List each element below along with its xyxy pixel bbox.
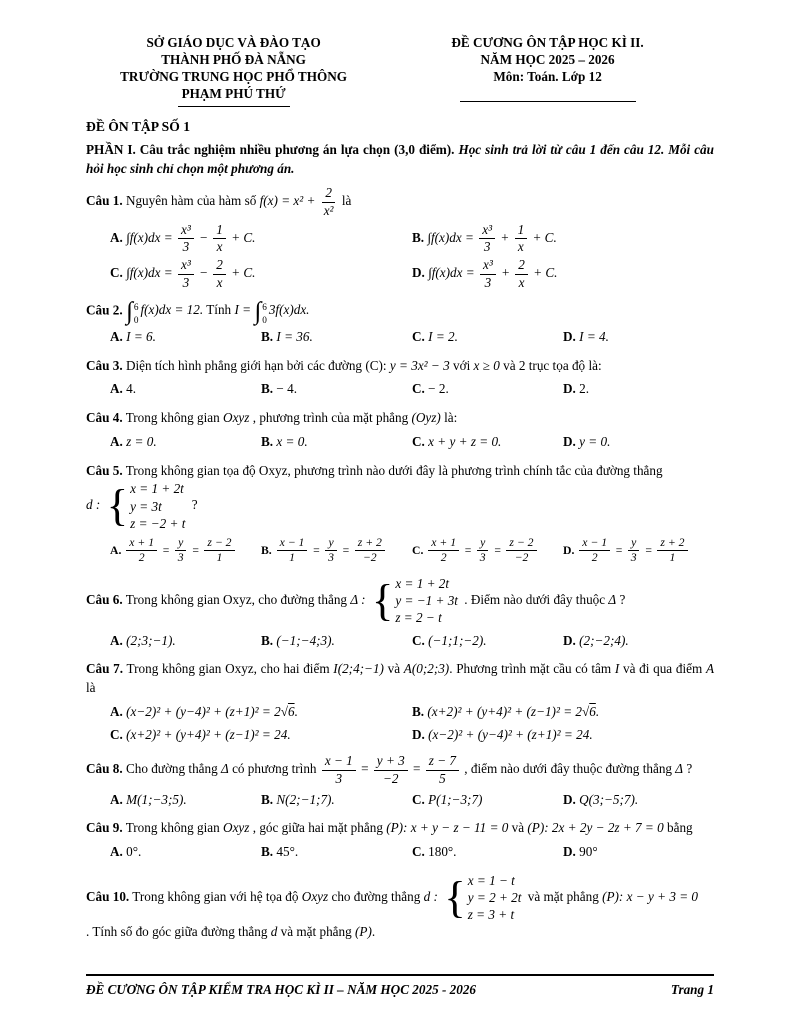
question-5-line-1 — [86, 462, 714, 481]
option-key: B. — [412, 229, 425, 245]
question-text: Nguyên hàm của hàm số f(x) = x² + $\frac{2}{\text{x²}}$ là — [125, 185, 352, 218]
option-text: Q(3;−5;7). — [579, 791, 639, 807]
option-text: 45°. — [276, 844, 299, 860]
option-key: D. — [563, 543, 575, 557]
exam-title: ĐỀ ÔN TẬP SỐ 1 — [86, 118, 190, 134]
header-right-line-3: Môn: Toán. Lớp 12 — [493, 69, 602, 85]
question-text: Trong không gian với hệ tọa độ Oxyz cho đường thẳng d : { x = 1 − t y = 2 + 2t z = 3 + t và mặt phẳng (P): x − y + 3 = 0 — [132, 871, 698, 923]
question-3 — [86, 357, 714, 401]
fraction: $\frac{x + 1}{2}$ — [126, 537, 157, 565]
options — [86, 378, 714, 401]
option-A — [110, 326, 261, 349]
option-text: 4. — [126, 381, 137, 397]
option-key: B. — [412, 703, 425, 719]
question-2 — [86, 297, 714, 349]
header-left-line-2: THÀNH PHỐ ĐÀ NẴNG — [161, 52, 306, 68]
question-label: Câu 2. — [86, 302, 123, 318]
options — [86, 431, 714, 454]
option-D — [563, 431, 714, 454]
option-key: A. — [110, 229, 123, 245]
question-10-line-1 — [86, 872, 714, 923]
option-text: (x−2)² + (y−4)² + (z+1)² = 24. — [428, 726, 593, 742]
option-key: A. — [110, 703, 123, 719]
option-text: I = 4. — [579, 328, 609, 344]
option-key: D. — [563, 381, 576, 397]
option-key: A. — [110, 433, 123, 449]
header-right-underline — [460, 101, 636, 102]
option-key: A. — [110, 328, 123, 344]
question-text: Trong không gian Oxyz , phương trình của mặt phẳng (Oyz) là: — [125, 410, 458, 426]
footer-page-number: Trang 1 — [670, 982, 714, 998]
question-text: Trong không gian Oxyz, cho đường thẳng Δ : { x = 1 + 2t y = −1 + 3t z = 2 − t . Điểm nào dưới đây thuộc Δ ? — [125, 574, 626, 626]
option-key: B. — [261, 433, 274, 449]
option-key: C. — [412, 632, 425, 648]
option-key: C. — [110, 726, 123, 742]
fraction: $\frac{\text{x³}}{3}$ — [480, 258, 496, 290]
option-C — [412, 841, 563, 864]
option-A — [110, 535, 261, 567]
question-1 — [86, 186, 714, 292]
option-text: (2;3;−1). — [126, 632, 176, 648]
option-B — [261, 630, 412, 653]
option-D — [563, 378, 714, 401]
option-key: B. — [261, 381, 274, 397]
option-text: I = 36. — [276, 328, 313, 344]
option-B — [261, 326, 412, 349]
fraction: $\frac{z + 2}{-2}$ — [355, 537, 385, 565]
question-text: . Tính số đo góc giữa đường thẳng d và mặt phẳng (P). — [86, 924, 376, 940]
question-label: Câu 10. — [86, 888, 130, 904]
question-5 — [86, 462, 714, 567]
option-key: D. — [563, 632, 576, 648]
option-key: D. — [563, 328, 576, 344]
question-3-line-1 — [86, 357, 714, 376]
fraction: $\frac{1}{x}$ — [515, 223, 528, 255]
integral: ∫ 6 0 — [125, 297, 139, 325]
option-text: (−1;1;−2). — [428, 632, 487, 648]
option-key: D. — [412, 265, 425, 281]
header-right-line-2: NĂM HỌC 2025 – 2026 — [480, 52, 615, 68]
option-key: D. — [563, 433, 576, 449]
header-left-block — [86, 34, 381, 107]
fraction: $\frac{z + 2}{1}$ — [657, 537, 687, 565]
questions — [86, 186, 714, 942]
equation-system: { x = 1 − t y = 2 + 2t z = 3 + t — [444, 871, 522, 923]
option-B — [261, 535, 412, 567]
header-left-line-4: PHẠM PHÚ THỨ — [181, 86, 286, 102]
question-label: Câu 1. — [86, 193, 123, 209]
option-text: $\frac{x + 1}{2}$ = $\frac{y}{3}$ = $\frac{z - 2}{1}$ — [124, 544, 236, 557]
option-key: A. — [110, 844, 123, 860]
fraction: $\frac{2}{x}$ — [213, 258, 226, 290]
option-C — [412, 326, 563, 349]
footer — [86, 974, 714, 1000]
option-C — [412, 789, 563, 812]
equation-system: { x = 1 + 2t y = 3t z = −2 + t — [106, 480, 186, 531]
option-A — [110, 841, 261, 864]
option-text: I = 2. — [428, 328, 458, 344]
option-key: A. — [110, 632, 123, 648]
option-key: D. — [563, 844, 576, 860]
question-9 — [86, 819, 714, 863]
fraction: $\frac{y}{3}$ — [477, 537, 489, 565]
document-header — [86, 34, 714, 107]
option-key: A. — [110, 791, 123, 807]
option-text: 180°. — [428, 844, 457, 860]
question-label: Câu 8. — [86, 761, 123, 777]
fraction: $\frac{x - 1}{1}$ — [277, 537, 308, 565]
option-text: (x+2)² + (y+4)² + (z−1)² = 2√6. — [427, 703, 600, 719]
fraction: $\frac{1}{x}$ — [213, 223, 226, 255]
question-text: d : { x = 1 + 2t y = 3t z = −2 + t ? — [86, 480, 198, 531]
option-text: $\frac{x - 1}{1}$ = $\frac{y}{3}$ = $\frac{z + 2}{-2}$ — [275, 544, 387, 557]
option-text: x = 0. — [276, 433, 308, 449]
option-text: ∫f(x)dx = $\frac{\text{x³}}{3}$ − $\frac{2}{x}$ + C. — [126, 257, 256, 290]
option-text: P(1;−3;7) — [428, 791, 483, 807]
question-8-line-1 — [86, 754, 714, 786]
options — [86, 630, 714, 653]
option-A — [110, 378, 261, 401]
option-key: B. — [261, 328, 274, 344]
fraction: $\frac{x - 1}{2}$ — [579, 537, 610, 565]
question-text: Diện tích hình phẳng giới hạn bởi các đường (C): y = 3x² − 3 với x ≥ 0 và 2 trục tọa độ là: — [125, 357, 602, 373]
fraction: $\frac{y + 3}{-2}$ — [374, 754, 408, 786]
option-text: I = 6. — [126, 328, 156, 344]
fraction: $\frac{\text{x³}}{3}$ — [479, 223, 495, 255]
question-4-line-1 — [86, 409, 714, 428]
option-key: B. — [261, 791, 274, 807]
header-left-line-1: SỞ GIÁO DỤC VÀ ĐÀO TẠO — [146, 35, 321, 50]
option-key: B. — [261, 632, 274, 648]
question-5-line-2 — [86, 480, 714, 531]
option-key: B. — [261, 844, 274, 860]
option-key: C. — [412, 433, 425, 449]
option-key: D. — [563, 791, 576, 807]
option-key: C. — [412, 844, 425, 860]
fraction: $\frac{y}{3}$ — [325, 537, 337, 565]
option-B — [261, 378, 412, 401]
option-key: C. — [412, 543, 424, 557]
option-text: $\frac{x - 1}{2}$ = $\frac{y}{3}$ = $\frac{z + 2}{1}$ — [577, 544, 689, 557]
option-text: − 4. — [276, 381, 298, 397]
option-key: D. — [412, 726, 425, 742]
question-7-line-1 — [86, 660, 714, 697]
fraction: $\frac{z - 2}{1}$ — [204, 537, 234, 565]
question-label: Câu 7. — [86, 661, 124, 677]
option-B — [412, 221, 714, 257]
part1-note: Học sinh trả lời từ câu 1 đến câu 12. Mỗi câu hỏi học sinh chỉ chọn một phương án. — [86, 141, 714, 176]
option-D — [563, 326, 714, 349]
question-7 — [86, 660, 714, 746]
question-text: Cho đường thẳng Δ có phương trình $\frac{x - 1}{3}$ = $\frac{y + 3}{-2}$ = $\frac{z - 7}{5}$ , điểm nào dưới đây thuộc đường thẳng Δ ? — [125, 753, 693, 786]
option-key: C. — [412, 381, 425, 397]
option-text: ∫f(x)dx = $\frac{\text{x³}}{3}$ + $\frac{1}{x}$ + C. — [427, 221, 557, 255]
options — [86, 535, 714, 567]
options — [86, 326, 714, 349]
option-key: A. — [110, 543, 122, 557]
option-text: 2. — [579, 381, 590, 397]
question-label: Câu 6. — [86, 591, 123, 607]
option-key: C. — [412, 791, 425, 807]
question-9-line-1 — [86, 819, 714, 838]
question-4 — [86, 409, 714, 453]
fraction: $\frac{z - 7}{5}$ — [426, 754, 459, 786]
footer-title: ĐỀ CƯƠNG ÔN TẬP KIỂM TRA HỌC KÌ II – NĂM HỌC 2025 - 2026 — [86, 982, 477, 998]
option-text: z = 0. — [126, 433, 157, 449]
option-text: − 2. — [428, 381, 449, 397]
option-text: x + y + z = 0. — [428, 433, 502, 449]
option-text: 90° — [579, 844, 598, 860]
option-D — [563, 630, 714, 653]
question-text: Trong không gian Oxyz, cho hai điểm I(2;4;−1) và A(0;2;3). Phương trình mặt cầu có tâm I và đi qua điểm A là — [86, 661, 714, 696]
option-D — [412, 256, 714, 292]
option-text: $\frac{x + 1}{2}$ = $\frac{y}{3}$ = $\frac{z - 2}{-2}$ — [426, 544, 538, 557]
question-10-line-2 — [86, 923, 714, 942]
question-6 — [86, 575, 714, 652]
option-B — [261, 789, 412, 812]
option-C — [412, 630, 563, 653]
option-text: (x+2)² + (y+4)² + (z−1)² = 24. — [126, 726, 291, 742]
option-text: M(1;−3;5). — [126, 791, 187, 807]
option-A — [110, 431, 261, 454]
option-D — [563, 535, 714, 567]
option-D — [412, 724, 714, 747]
option-key: C. — [412, 328, 425, 344]
header-right-line-1: ĐỀ CƯƠNG ÔN TẬP HỌC KÌ II. — [451, 35, 644, 50]
options — [86, 841, 714, 864]
question-8 — [86, 754, 714, 811]
option-A — [110, 630, 261, 653]
fraction: $\frac{x - 1}{3}$ — [322, 754, 356, 786]
options — [86, 701, 714, 746]
question-2-line-1 — [86, 297, 714, 325]
option-C — [412, 535, 563, 567]
part1-heading — [86, 141, 714, 178]
fraction: $\frac{y}{3}$ — [175, 537, 187, 565]
option-C — [412, 431, 563, 454]
option-key: C. — [110, 265, 123, 281]
option-text: y = 0. — [579, 433, 611, 449]
option-C — [110, 724, 412, 747]
option-A — [110, 789, 261, 812]
fraction: $\frac{z - 2}{-2}$ — [506, 537, 536, 565]
options — [86, 221, 714, 292]
question-text: Trong không gian Oxyz , góc giữa hai mặt phẳng (P): x + y − z − 11 = 0 và (P): 2x + 2y − 2z + 7 = 0 bằng — [125, 820, 693, 836]
option-text: ∫f(x)dx = $\frac{\text{x³}}{3}$ − $\frac{1}{x}$ + C. — [126, 221, 256, 255]
question-text: ∫ 6 0 f(x)dx = 12. Tính I = ∫ 6 0 3f(x)dx. — [125, 297, 310, 325]
question-label: Câu 9. — [86, 820, 123, 836]
fraction: $\frac{2}{x}$ — [515, 258, 528, 290]
option-text: (x−2)² + (y−4)² + (z+1)² = 2√6. — [126, 703, 298, 719]
question-label: Câu 3. — [86, 357, 123, 373]
option-C — [110, 256, 412, 292]
fraction: $\frac{y}{3}$ — [628, 537, 640, 565]
fraction: $\frac{2}{\text{x²}}$ — [323, 185, 334, 218]
question-10 — [86, 872, 714, 942]
equation-system: { x = 1 + 2t y = −1 + 3t z = 2 − t — [371, 574, 458, 626]
question-text: Trong không gian tọa độ Oxyz, phương trình nào dưới đây là phương trình chính tắc của đường thẳng — [125, 462, 663, 478]
option-key: A. — [110, 381, 123, 397]
option-A — [110, 701, 412, 724]
fraction: $\frac{x + 1}{2}$ — [428, 537, 459, 565]
option-C — [412, 378, 563, 401]
option-text: (2;−2;4). — [579, 632, 629, 648]
question-label: Câu 5. — [86, 462, 123, 478]
option-text: (−1;−4;3). — [276, 632, 335, 648]
question-1-line-1 — [86, 186, 714, 218]
option-D — [563, 789, 714, 812]
question-label: Câu 4. — [86, 410, 123, 426]
option-D — [563, 841, 714, 864]
fraction: $\frac{\text{x³}}{3}$ — [178, 223, 194, 255]
integral: ∫ 6 0 — [254, 297, 267, 325]
part1-lead: PHẦN I. Câu trắc nghiệm nhiều phương án lựa chọn (3,0 điểm). — [86, 141, 459, 157]
header-left-line-3: TRƯỜNG TRUNG HỌC PHỔ THÔNG — [120, 69, 348, 85]
options — [86, 789, 714, 812]
option-key: B. — [261, 543, 272, 557]
header-left-underline — [178, 106, 290, 107]
option-B — [261, 431, 412, 454]
option-B — [412, 701, 714, 724]
option-B — [261, 841, 412, 864]
option-A — [110, 221, 412, 257]
option-text: N(2;−1;7). — [276, 791, 335, 807]
option-text: ∫f(x)dx = $\frac{\text{x³}}{3}$ + $\frac{2}{x}$ + C. — [428, 257, 558, 290]
header-right-block — [381, 34, 714, 107]
option-text: 0°. — [126, 844, 142, 860]
fraction: $\frac{\text{x³}}{3}$ — [178, 258, 194, 290]
question-6-line-1 — [86, 575, 714, 626]
